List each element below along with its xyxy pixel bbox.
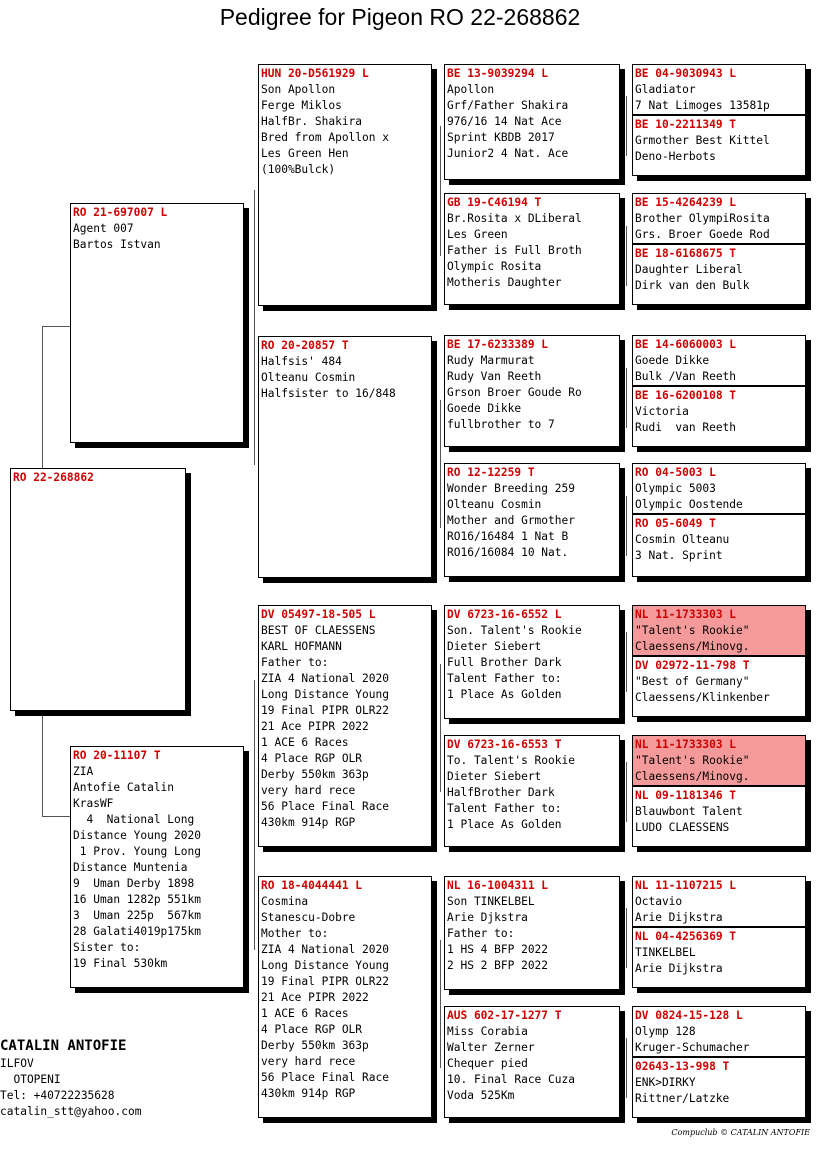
pedigree-line: Grson Broer Goude Ro: [447, 386, 582, 399]
pedigree-line: Les Green Hen: [261, 147, 349, 160]
pedigree-line: Long Distance Young: [261, 688, 389, 701]
ssd-box[interactable]: [444, 193, 620, 305]
sire-sire-box[interactable]: [258, 64, 432, 306]
g4-pair-4-box[interactable]: [632, 463, 806, 577]
pedigree-line: Motheris Daughter: [447, 276, 562, 289]
sire-dam-box[interactable]: [258, 336, 432, 578]
subject-box[interactable]: [10, 468, 186, 711]
pedigree-line: "Talent's Rookie": [635, 754, 750, 767]
bird-entry: [633, 606, 805, 655]
dds-box[interactable]: [444, 876, 620, 990]
pedigree-line: Halfsis' 484: [261, 355, 342, 368]
pedigree-line: 21 Ace PIPR 2022: [261, 991, 369, 1004]
connector-line: [626, 96, 627, 156]
pedigree-line: Rudy Van Reeth: [447, 370, 542, 383]
bird-entry: [633, 1008, 805, 1056]
ring-number: RO 04-5003 L: [635, 466, 716, 479]
connector-line: [440, 126, 441, 256]
pedigree-line: Sister to:: [73, 941, 141, 954]
pedigree-line: Rittner/Latzke: [635, 1092, 730, 1105]
bird-entry: [633, 736, 805, 785]
pedigree-line: Long Distance Young: [261, 959, 389, 972]
ring-number: BE 15-4264239 L: [635, 196, 737, 209]
ddd-box[interactable]: [444, 1006, 620, 1118]
connector-line: [626, 908, 627, 968]
pedigree-line: 56 Place Final Race: [261, 800, 389, 813]
pedigree-line: 21 Ace PIPR 2022: [261, 720, 369, 733]
pair-divider: [633, 513, 805, 515]
pedigree-line: 430km 914p RGP: [261, 1087, 356, 1100]
pedigree-line: Voda 525Km: [447, 1089, 515, 1102]
pedigree-line: 16 Uman 1282p 551km: [73, 893, 201, 906]
ring-number: AUS 602-17-1277 T: [447, 1009, 562, 1022]
pedigree-line: Gladiator: [635, 83, 696, 96]
pedigree-line: ZIA 4 National 2020: [261, 672, 389, 685]
bird-entry: [633, 516, 805, 564]
pedigree-line: Bred from Apollon x: [261, 131, 389, 144]
ring-number: RO 20-11107 T: [73, 749, 161, 762]
pedigree-line: Son. Talent's Rookie: [447, 624, 582, 637]
connector-line: [626, 762, 627, 822]
bird-entry: [633, 195, 805, 243]
ring-number: NL 16-1004311 L: [447, 879, 549, 892]
pedigree-line: Father to:: [447, 927, 515, 940]
pedigree-line: "Best of Germany": [635, 675, 750, 688]
ring-number: BE 18-6168675 T: [635, 247, 737, 260]
pedigree-line: Claessens/Minovg.: [635, 640, 750, 653]
pedigree-line: Talent Father to:: [447, 802, 562, 815]
pedigree-line: RO16/16484 1 Nat B: [447, 530, 569, 543]
ring-number: BE 10-2211349 T: [635, 118, 737, 131]
pedigree-line: RO16/16084 10 Nat.: [447, 546, 569, 559]
pedigree-line: Arie Dijkstra: [635, 962, 723, 975]
ring-number: NL 11-1733303 L: [635, 738, 737, 751]
ring-number: HUN 20-D561929 L: [261, 67, 369, 80]
pedigree-line: Olympic Oostende: [635, 498, 743, 511]
bird-entry: [633, 878, 805, 926]
pedigree-line: Grmother Best Kittel: [635, 134, 770, 147]
pedigree-line: Olympic 5003: [635, 482, 716, 495]
pedigree-line: Daughter Liberal: [635, 263, 743, 276]
ring-number: RO 05-6049 T: [635, 517, 716, 530]
pedigree-line: 430km 914p RGP: [261, 816, 356, 829]
pair-divider: [633, 114, 805, 116]
pedigree-line: 56 Place Final Race: [261, 1071, 389, 1084]
ring-number: DV 02972-11-798 T: [635, 659, 750, 672]
owner-line: catalin_stt@yahoo.com: [0, 1105, 142, 1118]
bird-entry: [633, 1059, 805, 1107]
pedigree-line: 1 Place As Golden: [447, 818, 562, 831]
g4-pair-2-box[interactable]: [632, 193, 806, 305]
pedigree-line: Wonder Breeding 259: [447, 482, 575, 495]
pedigree-line: Stanescu-Dobre: [261, 911, 356, 924]
pedigree-line: Distance Young 2020: [73, 829, 201, 842]
connector-line: [42, 326, 43, 470]
pedigree-line: 1 Prov. Young Long: [73, 845, 201, 858]
pedigree-line: 2 HS 2 BFP 2022: [447, 959, 549, 972]
pedigree-line: 1 Place As Golden: [447, 688, 562, 701]
pedigree-line: Mother to:: [261, 927, 329, 940]
pedigree-line: Br.Rosita x DLiberal: [447, 212, 582, 225]
bird-entry: [633, 66, 805, 114]
owner-line: Tel: +40722235628: [0, 1089, 115, 1102]
sss-box[interactable]: [444, 64, 620, 180]
pair-divider: [633, 926, 805, 928]
connector-line: [626, 226, 627, 286]
g4-pair-1-box[interactable]: [632, 64, 806, 176]
pedigree-line: Grf/Father Shakira: [447, 99, 569, 112]
ring-number: 02643-13-998 T: [635, 1060, 730, 1073]
pedigree-line: Halfsister to 16/848: [261, 387, 396, 400]
ring-number: RO 18-4044441 L: [261, 879, 363, 892]
connector-line: [626, 1038, 627, 1098]
pedigree-line: Deno-Herbots: [635, 150, 716, 163]
pedigree-line: To. Talent's Rookie: [447, 754, 575, 767]
pedigree-line: Brother OlympiRosita: [635, 212, 770, 225]
pedigree-line: Father is Full Broth: [447, 244, 582, 257]
page-title: Pedigree for Pigeon RO 22-268862: [219, 4, 581, 30]
pedigree-line: Bartos Istvan: [73, 238, 161, 251]
pedigree-line: Victoria: [635, 405, 689, 418]
pedigree-line: Rudy Marmurat: [447, 354, 535, 367]
pedigree-line: Walter Zerner: [447, 1041, 535, 1054]
dam-dam-box[interactable]: [258, 876, 432, 1118]
owner-line: ILFOV: [0, 1057, 34, 1070]
ring-number: NL 11-1733303 L: [635, 608, 737, 621]
bird-entry: [633, 658, 805, 706]
ring-number: DV 6723-16-6553 T: [447, 738, 562, 751]
ring-number: BE 16-6200108 T: [635, 389, 737, 402]
connector-line: [254, 190, 255, 465]
pedigree-line: KrasWF: [73, 797, 114, 810]
owner-info: [0, 1036, 141, 1120]
ring-number: DV 6723-16-6552 L: [447, 608, 562, 621]
bird-entry: [633, 788, 805, 836]
pedigree-line: very hard rece: [261, 784, 356, 797]
pedigree-line: 3 Uman 225p 567km: [73, 909, 201, 922]
connector-line: [42, 816, 70, 817]
pedigree-line: Full Brother Dark: [447, 656, 562, 669]
pedigree-line: 19 Final 530km: [73, 957, 168, 970]
pedigree-line: Father to:: [261, 656, 329, 669]
pedigree-line: 4 Place RGP OLR: [261, 752, 363, 765]
ring-number: RO 22-268862: [13, 471, 94, 484]
pedigree-line: 10. Final Race Cuza: [447, 1073, 575, 1086]
pedigree-line: Apollon: [447, 83, 495, 96]
connector-line: [42, 326, 70, 327]
pedigree-line: Dieter Siebert: [447, 640, 542, 653]
pedigree-line: Mother and Grmother: [447, 514, 575, 527]
pedigree-line: Ferge Miklos: [261, 99, 342, 112]
pedigree-line: Chequer pied: [447, 1057, 528, 1070]
ring-number: BE 13-9039294 L: [447, 67, 549, 80]
pedigree-line: 976/16 14 Nat Ace: [447, 115, 562, 128]
ring-number: BE 14-6060003 L: [635, 338, 737, 351]
pedigree-line: KARL HOFMANN: [261, 640, 342, 653]
connector-line: [42, 716, 43, 816]
pedigree-line: 9 Uman Derby 1898: [73, 877, 195, 890]
pedigree-line: 1 HS 4 BFP 2022: [447, 943, 549, 956]
g4-pair-7-box[interactable]: [632, 876, 806, 988]
pedigree-line: Grs. Broer Goede Rod: [635, 228, 770, 241]
pedigree-line: Goede Dikke: [635, 354, 710, 367]
pair-divider: [633, 1056, 805, 1058]
bird-entry: [633, 117, 805, 165]
pedigree-line: 28 Galati4019p175km: [73, 925, 201, 938]
connector-line: [626, 496, 627, 556]
pedigree-line: Olympic Rosita: [447, 260, 542, 273]
footer-credit: Compuclub © CATALIN ANTOFIE: [671, 1128, 810, 1137]
pedigree-line: 19 Final PIPR OLR22: [261, 975, 389, 988]
g4-pair-8-box[interactable]: [632, 1006, 806, 1118]
pedigree-line: Cosmina: [261, 895, 309, 908]
pedigree-line: BEST OF CLAESSENS: [261, 624, 376, 637]
pedigree-line: Les Green: [447, 228, 508, 241]
ring-number: NL 04-4256369 T: [635, 930, 737, 943]
pedigree-line: "Talent's Rookie": [635, 624, 750, 637]
pedigree-line: Claessens/Minovg.: [635, 770, 750, 783]
sire-box[interactable]: [70, 203, 244, 443]
pedigree-line: Arie Dijkstra: [635, 911, 723, 924]
pedigree-line: Olteanu Cosmin: [447, 498, 542, 511]
ring-number: BE 04-9030943 L: [635, 67, 737, 80]
pedigree-line: (100%Bulck): [261, 163, 336, 176]
ring-number: RO 21-697007 L: [73, 206, 168, 219]
pedigree-line: Olymp 128: [635, 1025, 696, 1038]
pedigree-line: 4 Place RGP OLR: [261, 1023, 363, 1036]
bird-entry: [633, 388, 805, 436]
dsd-box[interactable]: [444, 735, 620, 847]
pedigree-line: Derby 550km 363p: [261, 1039, 369, 1052]
bird-entry: [633, 465, 805, 513]
pedigree-line: Son TINKELBEL: [447, 895, 535, 908]
ring-number: DV 05497-18-505 L: [261, 608, 376, 621]
pedigree-line: Claessens/Klinkenber: [635, 691, 770, 704]
connector-line: [440, 940, 441, 1068]
pedigree-line: Arie Djkstra: [447, 911, 528, 924]
connector-line: [440, 664, 441, 792]
dam-sire-box[interactable]: [258, 605, 432, 847]
pair-divider: [633, 385, 805, 387]
connector-line: [626, 368, 627, 428]
connector-line: [440, 400, 441, 528]
pedigree-line: Rudi van Reeth: [635, 421, 737, 434]
connector-line: [254, 680, 255, 950]
ring-number: GB 19-C46194 T: [447, 196, 542, 209]
g4-pair-3-box[interactable]: [632, 335, 806, 447]
sds-box[interactable]: [444, 335, 620, 447]
pedigree-line: TINKELBEL: [635, 946, 696, 959]
ring-number: RO 20-20857 T: [261, 339, 349, 352]
dam-box[interactable]: [70, 746, 244, 988]
pedigree-line: Sprint KBDB 2017: [447, 131, 555, 144]
ring-number: RO 12-12259 T: [447, 466, 535, 479]
pedigree-line: Dieter Siebert: [447, 770, 542, 783]
pedigree-line: very hard rece: [261, 1055, 356, 1068]
bird-entry: [633, 246, 805, 294]
owner-name: CATALIN ANTOFIE: [0, 1038, 127, 1054]
sdd-box[interactable]: [444, 463, 620, 577]
g4-pair-5-box[interactable]: [632, 605, 806, 717]
pedigree-line: Goede Dikke: [447, 402, 522, 415]
pedigree-line: ZIA: [73, 765, 94, 778]
pedigree-line: Cosmin Olteanu: [635, 533, 730, 546]
bird-entry: [633, 929, 805, 977]
pair-divider: [633, 655, 805, 657]
pedigree-line: LUDO CLAESSENS: [635, 821, 730, 834]
pedigree-line: Derby 550km 363p: [261, 768, 369, 781]
pedigree-line: Octavio: [635, 895, 683, 908]
pedigree-line: Bulk /Van Reeth: [635, 370, 737, 383]
owner-line: OTOPENI: [0, 1073, 61, 1086]
ring-number: DV 0824-15-128 L: [635, 1009, 743, 1022]
ring-number: NL 11-1107215 L: [635, 879, 737, 892]
pedigree-line: Miss Corabia: [447, 1025, 528, 1038]
pedigree-line: Talent Father to:: [447, 672, 562, 685]
pedigree-line: Son Apollon: [261, 83, 336, 96]
pedigree-line: Blauwbont Talent: [635, 805, 743, 818]
pedigree-line: ZIA 4 National 2020: [261, 943, 389, 956]
pedigree-line: Agent 007: [73, 222, 134, 235]
pair-divider: [633, 785, 805, 787]
pedigree-line: Dirk van den Bulk: [635, 279, 750, 292]
pedigree-line: Distance Muntenia: [73, 861, 188, 874]
g4-pair-6-box[interactable]: [632, 735, 806, 847]
pedigree-line: 7 Nat Limoges 13581p: [635, 99, 770, 112]
pair-divider: [633, 243, 805, 245]
pedigree-line: 3 Nat. Sprint: [635, 549, 723, 562]
pedigree-line: Junior2 4 Nat. Ace: [447, 147, 569, 160]
pedigree-line: 1 ACE 6 Races: [261, 1007, 349, 1020]
pedigree-line: HalfBr. Shakira: [261, 115, 363, 128]
pedigree-line: Antofie Catalin: [73, 781, 175, 794]
pedigree-line: 1 ACE 6 Races: [261, 736, 349, 749]
pedigree-line: fullbrother to 7: [447, 418, 555, 431]
bird-entry: [633, 337, 805, 385]
pedigree-line: 19 Final PIPR OLR22: [261, 704, 389, 717]
pedigree-line: Kruger-Schumacher: [635, 1041, 750, 1054]
pedigree-line: Olteanu Cosmin: [261, 371, 356, 384]
ring-number: NL 09-1181346 T: [635, 789, 737, 802]
connector-line: [626, 632, 627, 692]
pedigree-line: ENK>DIRKY: [635, 1076, 696, 1089]
pedigree-line: HalfBrother Dark: [447, 786, 555, 799]
pedigree-line: 4 National Long: [73, 813, 195, 826]
dss-box[interactable]: [444, 605, 620, 719]
ring-number: BE 17-6233389 L: [447, 338, 549, 351]
